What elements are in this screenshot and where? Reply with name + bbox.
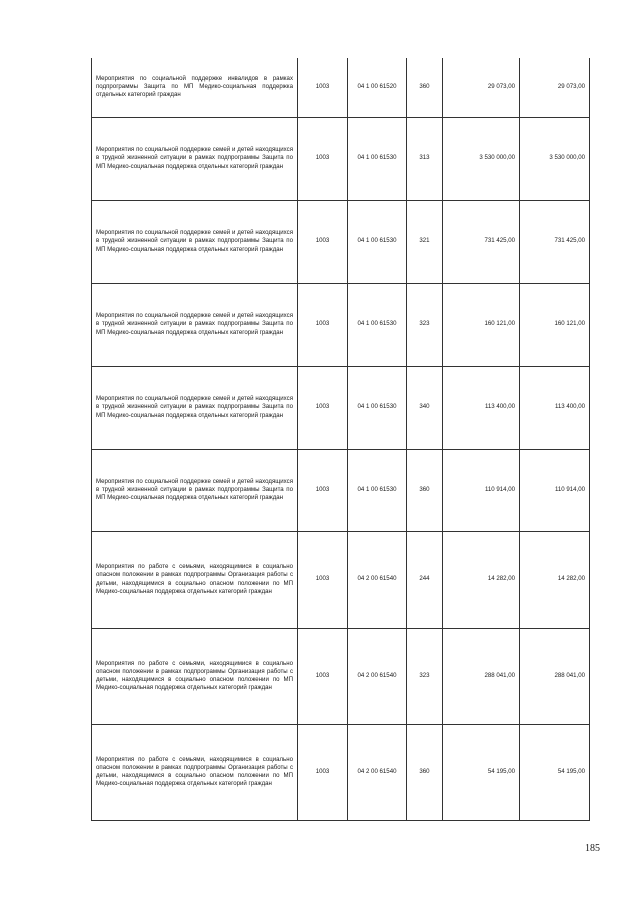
section-code-cell: 1003 xyxy=(298,366,348,449)
section-code-cell: 1003 xyxy=(298,283,348,366)
target-article-cell: 04 2 00 61540 xyxy=(348,628,407,724)
amount-cell: 160 121,00 xyxy=(443,283,520,366)
table-row xyxy=(92,366,590,449)
section-code-cell: 1003 xyxy=(298,200,348,283)
amount-cell: 731 425,00 xyxy=(520,200,590,283)
expense-name-cell: Мероприятия по работе с семьями, находящимися в социально опасном положении в рамках подпрограммы Организация работы с детьми, находящимися в социально опасном положении по МП Медико-социальная поддержка отдельных категорий граждан xyxy=(92,531,298,628)
amount-cell: 110 914,00 xyxy=(520,449,590,531)
expense-type-cell: 360 xyxy=(407,58,443,117)
amount-cell: 113 400,00 xyxy=(520,366,590,449)
expense-type-cell: 340 xyxy=(407,366,443,449)
target-article-cell: 04 1 00 61530 xyxy=(348,200,407,283)
amount-cell: 110 914,00 xyxy=(443,449,520,531)
page-number: 185 xyxy=(585,843,600,854)
expense-name-cell: Мероприятия по работе с семьями, находящимися в социально опасном положении в рамках подпрограммы Организация работы с детьми, находящимися в социально опасном положении по МП Медико-социальная поддержка отдельных категорий граждан xyxy=(92,724,298,820)
amount-cell: 29 073,00 xyxy=(443,58,520,117)
section-code-cell: 1003 xyxy=(298,449,348,531)
target-article-cell: 04 1 00 61530 xyxy=(348,283,407,366)
expense-type-cell: 244 xyxy=(407,531,443,628)
amount-cell: 288 041,00 xyxy=(443,628,520,724)
table-row xyxy=(92,449,590,531)
section-code-cell: 1003 xyxy=(298,628,348,724)
expense-name-cell: Мероприятия по социальной поддержке инвалидов в рамках подпрограммы Защита по МП Медико-социальная поддержка отдельных категорий граждан xyxy=(92,58,298,117)
target-article-cell: 04 2 00 61540 xyxy=(348,531,407,628)
section-code-cell: 1003 xyxy=(298,58,348,117)
budget-table-body xyxy=(92,58,590,820)
amount-cell: 3 530 000,00 xyxy=(443,117,520,200)
amount-cell: 54 195,00 xyxy=(520,724,590,820)
amount-cell: 29 073,00 xyxy=(520,58,590,117)
amount-cell: 3 530 000,00 xyxy=(520,117,590,200)
target-article-cell: 04 1 00 61530 xyxy=(348,449,407,531)
section-code-cell: 1003 xyxy=(298,117,348,200)
target-article-cell: 04 1 00 61530 xyxy=(348,117,407,200)
table-row xyxy=(92,200,590,283)
expense-type-cell: 323 xyxy=(407,283,443,366)
amount-cell: 54 195,00 xyxy=(443,724,520,820)
amount-cell: 160 121,00 xyxy=(520,283,590,366)
expense-type-cell: 360 xyxy=(407,449,443,531)
target-article-cell: 04 2 00 61540 xyxy=(348,724,407,820)
expense-name-cell: Мероприятия по социальной поддержке семей и детей находящихся в трудной жизненной ситуации в рамках подпрограммы Защита по МП Медико-социальная поддержка отдельных категорий граждан xyxy=(92,200,298,283)
amount-cell: 288 041,00 xyxy=(520,628,590,724)
table-row xyxy=(92,58,590,117)
section-code-cell: 1003 xyxy=(298,531,348,628)
expense-type-cell: 323 xyxy=(407,628,443,724)
expense-type-cell: 313 xyxy=(407,117,443,200)
amount-cell: 14 282,00 xyxy=(443,531,520,628)
expense-name-cell: Мероприятия по социальной поддержке семей и детей находящихся в трудной жизненной ситуации в рамках подпрограммы Защита по МП Медико-социальная поддержка отдельных категорий граждан xyxy=(92,366,298,449)
table-row xyxy=(92,724,590,820)
target-article-cell: 04 1 00 61520 xyxy=(348,58,407,117)
amount-cell: 113 400,00 xyxy=(443,366,520,449)
table-row xyxy=(92,531,590,628)
target-article-cell: 04 1 00 61530 xyxy=(348,366,407,449)
amount-cell: 731 425,00 xyxy=(443,200,520,283)
expense-name-cell: Мероприятия по социальной поддержке семей и детей находящихся в трудной жизненной ситуации в рамках подпрограммы Защита по МП Медико-социальная поддержка отдельных категорий граждан xyxy=(92,283,298,366)
expense-name-cell: Мероприятия по работе с семьями, находящимися в социально опасном положении в рамках подпрограммы Организация работы с детьми, находящимися в социально опасном положении по МП Медико-социальная поддержка отдельных категорий граждан xyxy=(92,628,298,724)
expense-name-cell: Мероприятия по социальной поддержке семей и детей находящихся в трудной жизненной ситуации в рамках подпрограммы Защита по МП Медико-социальная поддержка отдельных категорий граждан xyxy=(92,449,298,531)
table-row xyxy=(92,628,590,724)
section-code-cell: 1003 xyxy=(298,724,348,820)
amount-cell: 14 282,00 xyxy=(520,531,590,628)
budget-table xyxy=(91,58,590,821)
expense-type-cell: 321 xyxy=(407,200,443,283)
expense-type-cell: 360 xyxy=(407,724,443,820)
table-row xyxy=(92,283,590,366)
expense-name-cell: Мероприятия по социальной поддержке семей и детей находящихся в трудной жизненной ситуации в рамках подпрограммы Защита по МП Медико-социальная поддержка отдельных категорий граждан xyxy=(92,117,298,200)
table-row xyxy=(92,117,590,200)
